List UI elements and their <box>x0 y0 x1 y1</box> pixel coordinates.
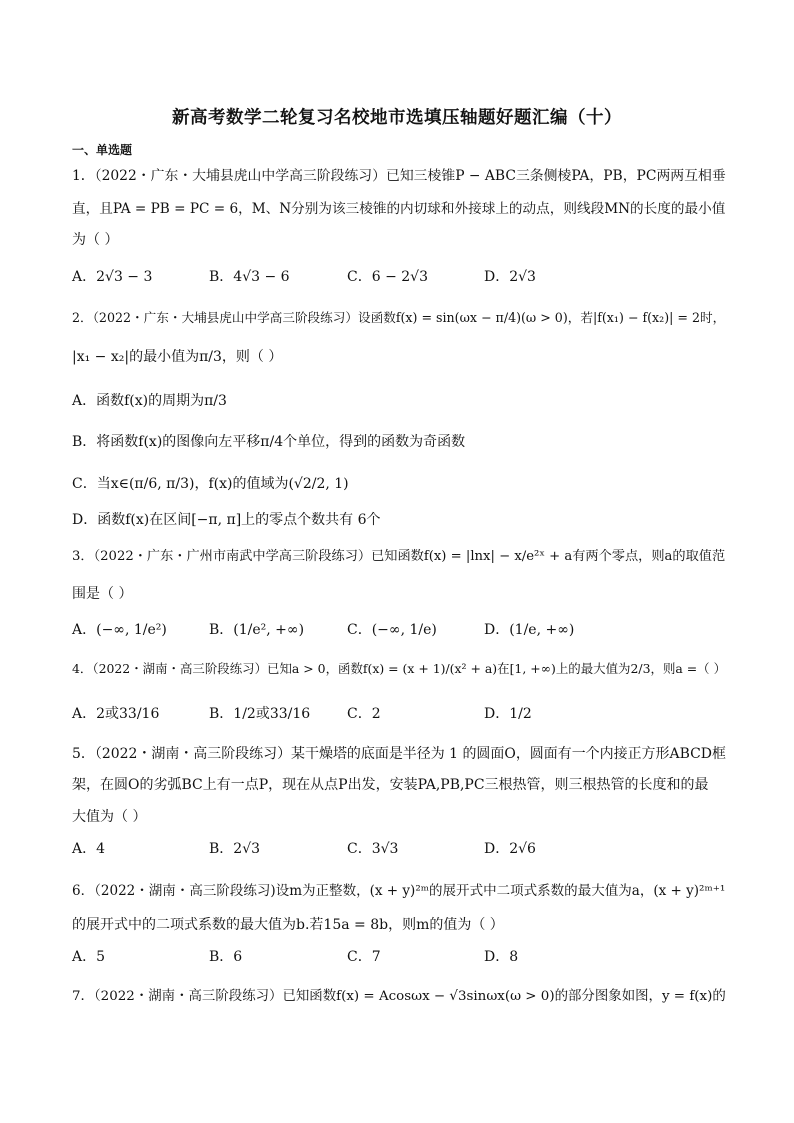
question-1-line-1: 1．（2022・广东・大埔县虎山中学高三阶段练习）已知三棱锥P − ABC三条侧棱PA，PB，PC两两互相垂 <box>72 168 726 184</box>
question-2-option-c: C．当x∈(π/6, π/3)，f(x)的值域为(√2/2, 1) <box>72 476 349 492</box>
question-6-line-1: 6．（2022・湖南・高三阶段练习)设m为正整数，(x + y)²ᵐ的展开式中二项式系数的最大值为a，(x + y)²ᵐ⁺¹ <box>72 883 726 899</box>
question-2-line-1: 2．（2022・广东・大埔县虎山中学高三阶段练习）设函数f(x) = sin(ωx − π/4)(ω > 0)，若|f(x₁) − f(x₂)| = 2时， <box>72 310 726 325</box>
option-a: A．4 <box>72 841 106 857</box>
option-d: D．2√6 <box>484 841 536 857</box>
option-a: A．2或33/16 <box>72 706 160 722</box>
option-d: D．2√3 <box>484 269 536 285</box>
question-5-line-3: 大值为（ ） <box>72 809 147 825</box>
option-a: A．2√3 − 3 <box>72 269 153 285</box>
option-b: B．(1/e², +∞) <box>209 622 305 638</box>
question-2-option-a: A．函数f(x)的周期为π/3 <box>72 393 227 409</box>
section-heading: 一、单选题 <box>72 143 133 157</box>
option-b: B．4√3 − 6 <box>209 269 290 285</box>
option-c: C．3√3 <box>347 841 399 857</box>
question-1-line-3: 为（ ） <box>72 232 119 248</box>
option-c: C．7 <box>347 949 381 965</box>
question-1-line-2: 直，且PA = PB = PC = 6，M、N分别为该三棱锥的内切球和外接球上的动点，则线段MN的长度的最小值 <box>72 201 726 217</box>
option-c: C．6 − 2√3 <box>347 269 428 285</box>
option-b: B．2√3 <box>209 841 261 857</box>
question-2-line-2: |x₁ − x₂|的最小值为π/3，则（ ） <box>72 349 283 365</box>
question-3-line-1: 3．（2022・广东・广州市南武中学高三阶段练习）已知函数f(x) = |lnx| − x/e²ˣ + a有两个零点，则a的取值范 <box>72 549 726 564</box>
option-b: B．1/2或33/16 <box>209 706 311 722</box>
option-a: A．5 <box>72 949 106 965</box>
option-d: D．1/2 <box>484 706 532 722</box>
option-c: C．(−∞, 1/e) <box>347 622 437 638</box>
option-a: A．(−∞, 1/e²) <box>72 622 167 638</box>
option-b: B．6 <box>209 949 243 965</box>
option-d: D．(1/e, +∞) <box>484 622 575 638</box>
question-2-option-b: B．将函数f(x)的图像向左平移π/4个单位，得到的函数为奇函数 <box>72 434 466 450</box>
question-5-line-1: 5．（2022・湖南・高三阶段练习）某干燥塔的底面是半径为 1 的圆面O，圆面有一个内接正方形ABCD框 <box>72 746 726 762</box>
option-d: D．8 <box>484 949 519 965</box>
question-3-line-2: 围是（ ） <box>72 586 133 602</box>
option-c: C．2 <box>347 706 381 722</box>
question-4-line-1: 4．（2022・湖南・高三阶段练习）已知a > 0，函数f(x) = (x + 1)/(x² + a)在[1, +∞)上的最大值为2/3，则a =（ ） <box>72 661 727 676</box>
question-5-line-2: 架，在圆O的劣弧BC上有一点P，现在从点P出发，安装PA,PB,PC三根热管，则三根热管的长度和的最 <box>72 777 709 793</box>
document-title: 新高考数学二轮复习名校地市选填压轴题好题汇编（十） <box>172 108 622 128</box>
question-6-line-2: 的展开式中的二项式系数的最大值为b.若15a = 8b，则m的值为（ ） <box>72 917 504 933</box>
question-2-option-d: D．函数f(x)在区间[−π, π]上的零点个数共有 6个 <box>72 512 381 528</box>
question-7-line-1: 7．（2022・湖南・高三阶段练习）已知函数f(x) = Acosωx − √3sinωx(ω > 0)的部分图象如图，y = f(x)的 <box>72 989 726 1004</box>
